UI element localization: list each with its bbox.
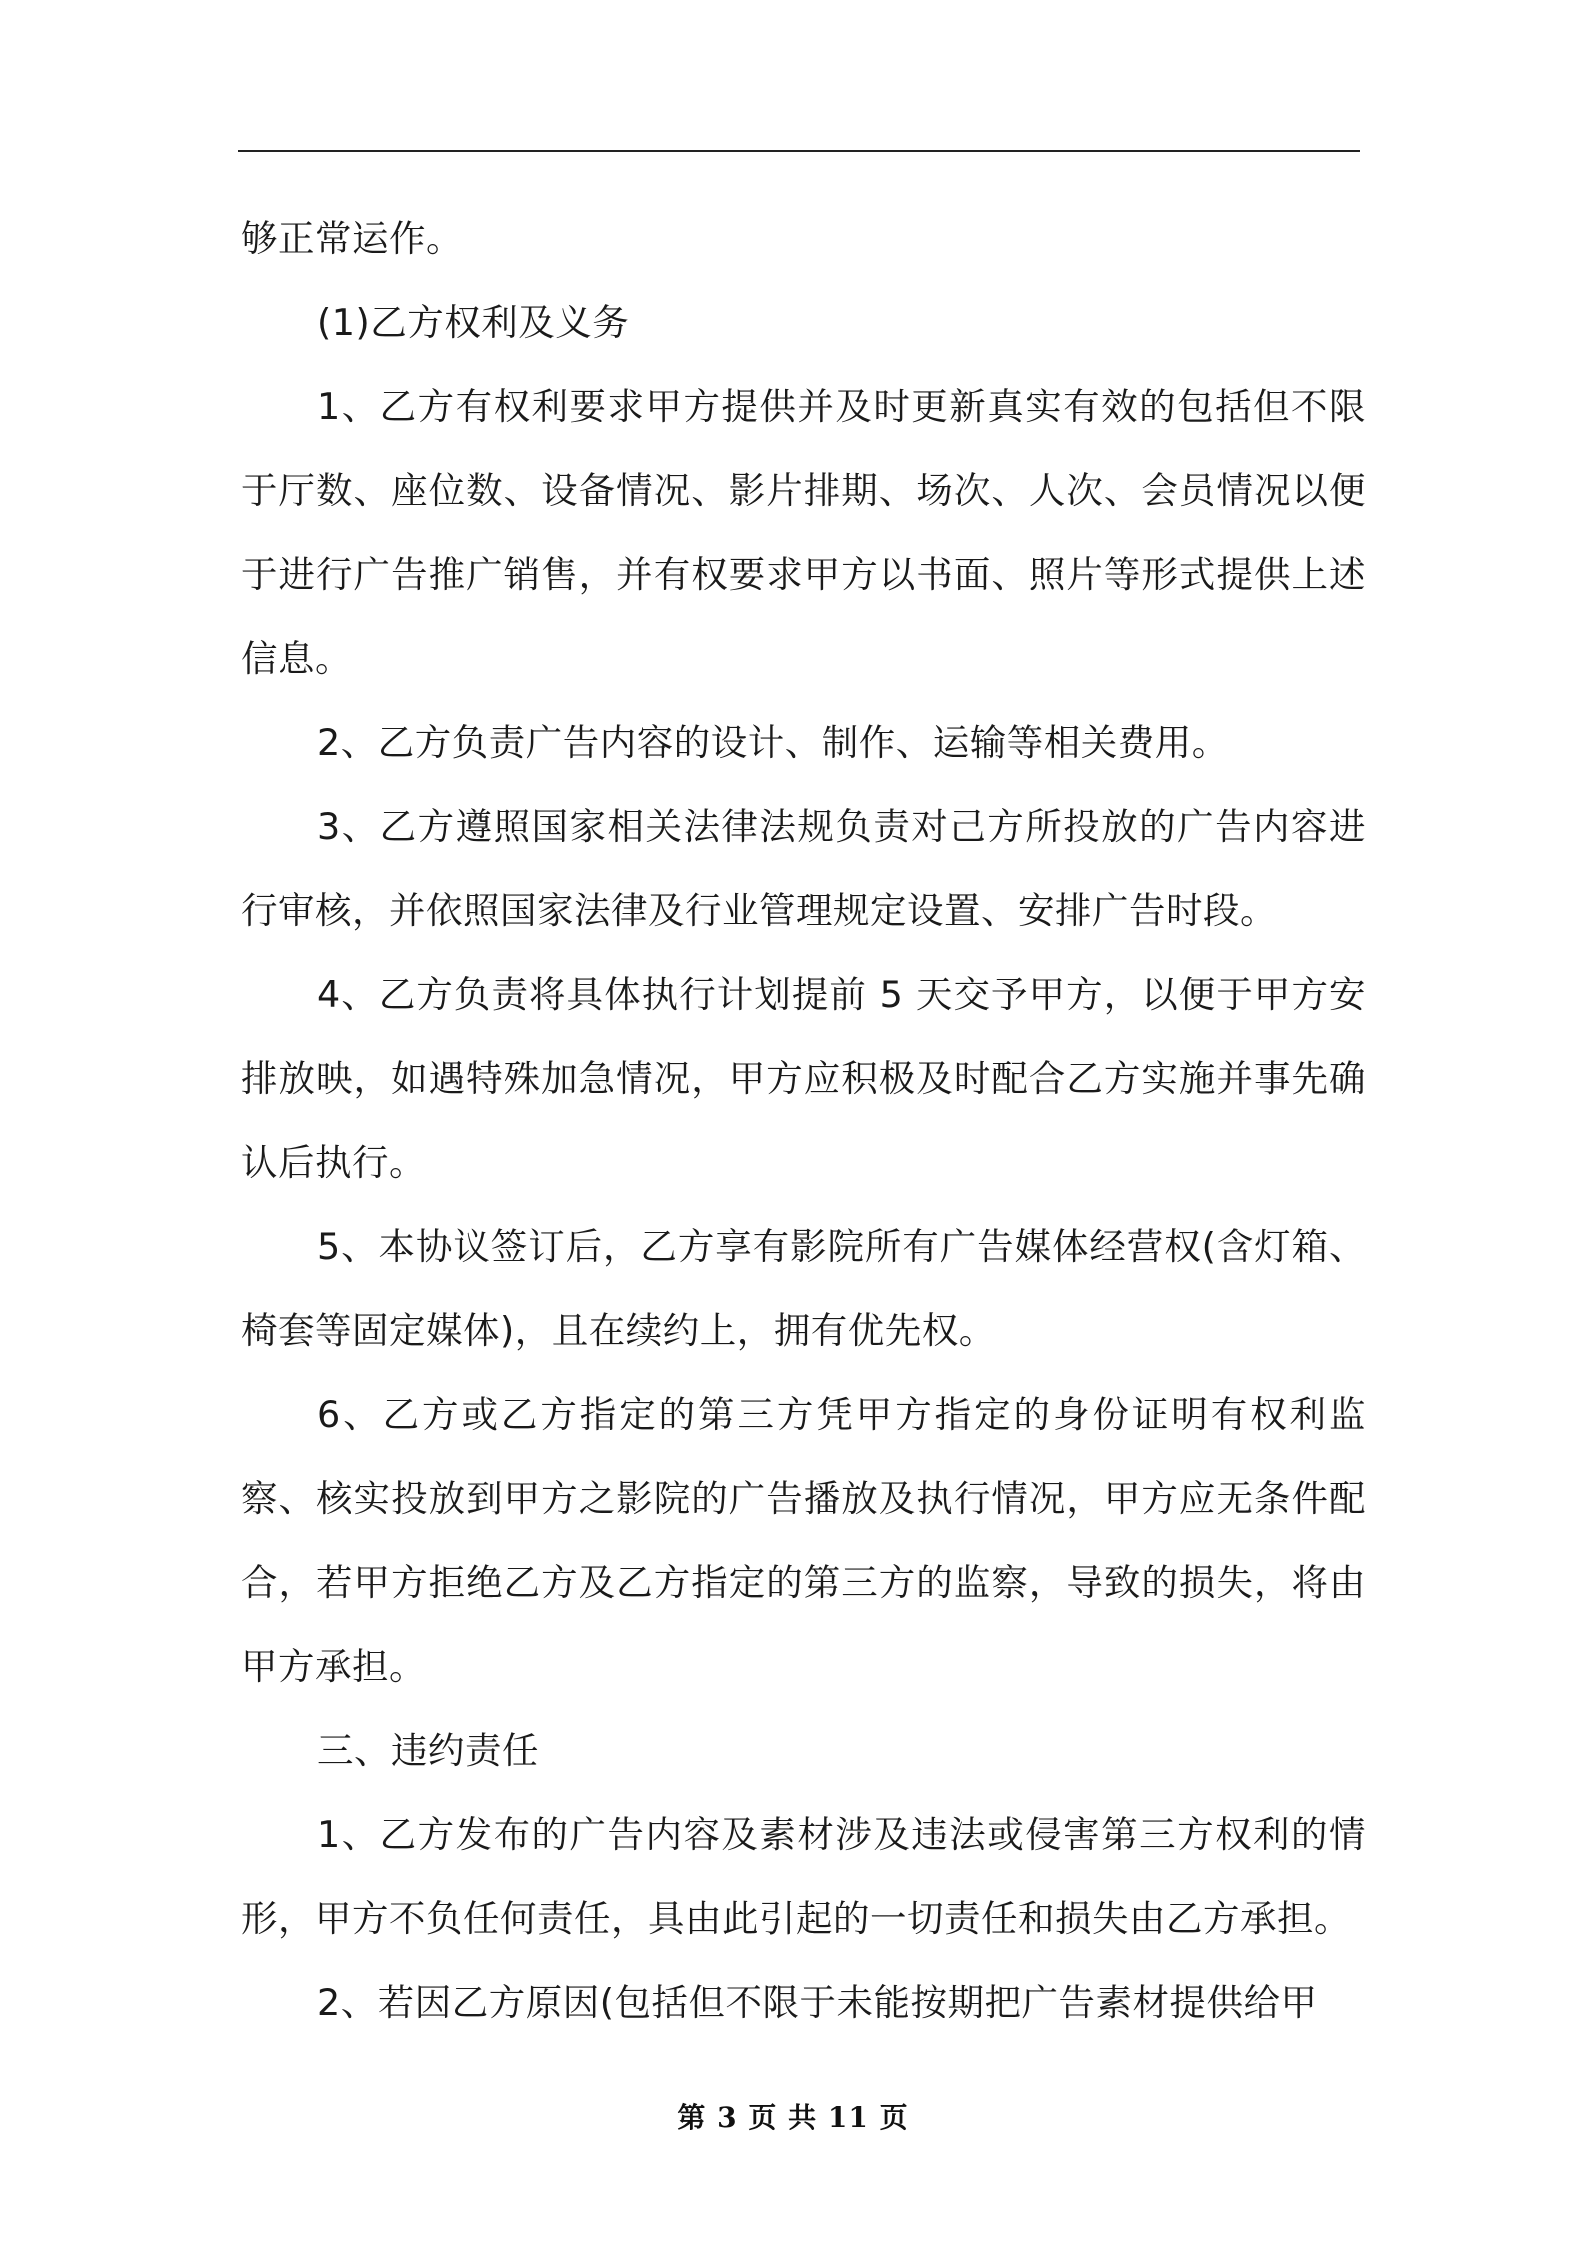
- paragraph-item-1: 1、乙方有权利要求甲方提供并及时更新真实有效的包括但不限于厅数、座位数、设备情况、影片排期、场次、人次、会员情况以便于进行广告推广销售，并有权要求甲方以书面、照片等形式提供上述信息。: [241, 385, 1366, 680]
- document-body: [241, 197, 1366, 2045]
- section-heading-party-b-rights: (1)乙方权利及义务: [317, 301, 630, 344]
- paragraph-item-3: 3、乙方遵照国家相关法律法规负责对己方所投放的广告内容进行审核，并依照国家法律及行业管理规定设置、安排广告时段。: [241, 805, 1366, 932]
- paragraph-item-2: 2、乙方负责广告内容的设计、制作、运输等相关费用。: [317, 721, 1229, 764]
- paragraph-liability-item-2: 2、若因乙方原因(包括但不限于未能按期把广告素材提供给甲: [317, 1981, 1318, 2024]
- paragraph-item-5: 5、本协议签订后，乙方享有影院所有广告媒体经营权(含灯箱、椅套等固定媒体)，且在续约上，拥有优先权。: [241, 1225, 1366, 1352]
- paragraph-item-6: 6、乙方或乙方指定的第三方凭甲方指定的身份证明有权利监察、核实投放到甲方之影院的广告播放及执行情况，甲方应无条件配合，若甲方拒绝乙方及乙方指定的第三方的监察，导致的损失，将由甲方承担。: [241, 1393, 1366, 1688]
- header-rule: [238, 150, 1360, 152]
- paragraph-continuation: 够正常运作。: [241, 217, 463, 260]
- paragraph-item-4: 4、乙方负责将具体执行计划提前 5 天交予甲方，以便于甲方安排放映，如遇特殊加急情况，甲方应积极及时配合乙方实施并事先确认后执行。: [241, 973, 1366, 1184]
- paragraph-liability-item-1: 1、乙方发布的广告内容及素材涉及违法或侵害第三方权利的情形，甲方不负任何责任，具由此引起的一切责任和损失由乙方承担。: [241, 1813, 1366, 1940]
- section-heading-liability: 三、违约责任: [317, 1729, 539, 1772]
- page-footer: 第 3 页 共 11 页: [677, 2101, 909, 2134]
